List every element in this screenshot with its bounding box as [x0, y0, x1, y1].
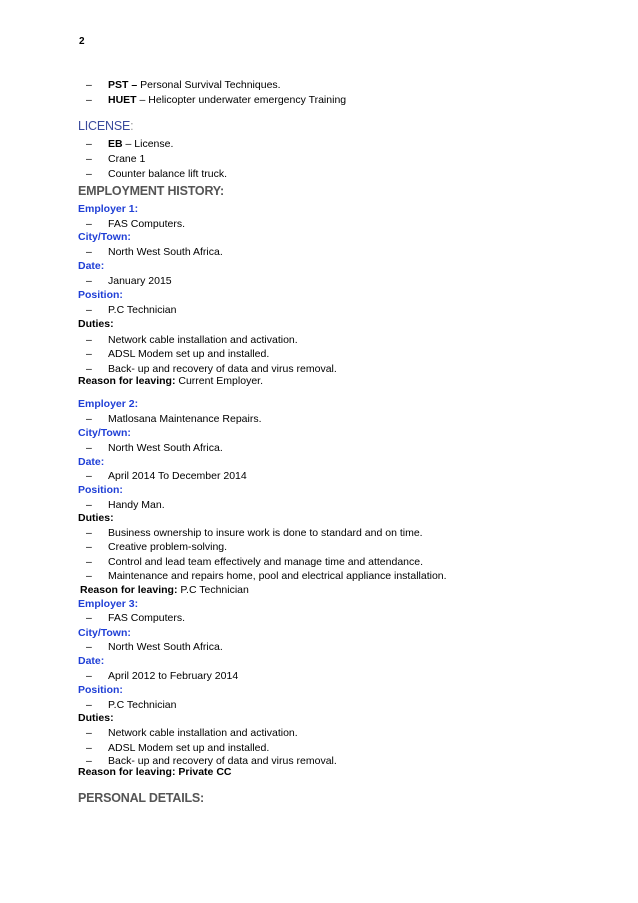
employer-date: January 2015: [108, 275, 172, 287]
duties-label: Duties:: [78, 318, 114, 330]
bullet-dash: –: [86, 153, 92, 165]
employer-city: North West South Africa.: [108, 442, 223, 454]
license-item: EB – License.: [108, 138, 174, 150]
duties-label: Duties:: [78, 712, 114, 724]
employment-heading: EMPLOYMENT HISTORY:: [78, 184, 224, 198]
duty-item: Business ownership to insure work is done to standard and on time.: [108, 527, 423, 539]
bullet-dash: –: [86, 470, 92, 482]
date-label: Date:: [78, 655, 105, 667]
city-label: City/Town:: [78, 231, 131, 243]
personal-details-heading: PERSONAL DETAILS:: [78, 791, 205, 805]
bullet-dash: –: [86, 218, 92, 230]
bullet-dash: –: [86, 641, 92, 653]
position-label: Position:: [78, 289, 123, 301]
bullet-dash: –: [86, 742, 92, 754]
page-number: 2: [79, 36, 85, 47]
duty-item: Creative problem-solving.: [108, 541, 228, 553]
bullet-dash: –: [86, 413, 92, 425]
bullet-dash: –: [86, 334, 92, 346]
duty-item: Control and lead team effectively and manage time and attendance.: [108, 556, 424, 568]
cert-item: PST – Personal Survival Techniques.: [108, 79, 281, 91]
employer-date: April 2012 to February 2014: [108, 670, 239, 682]
bullet-dash: –: [86, 527, 92, 539]
employer-name: FAS Computers.: [108, 612, 186, 624]
bullet-dash: –: [86, 138, 92, 150]
city-label: City/Town:: [78, 427, 131, 439]
duty-item: ADSL Modem set up and installed.: [108, 348, 270, 360]
duty-item: Back- up and recovery of data and virus removal.: [108, 755, 337, 767]
cert-item: HUET – Helicopter underwater emergency Training: [108, 94, 347, 106]
employer-name: Matlosana Maintenance Repairs.: [108, 413, 262, 425]
employer-position: P.C Technician: [108, 304, 177, 316]
bullet-dash: –: [86, 699, 92, 711]
bullet-dash: –: [86, 246, 92, 258]
bullet-dash: –: [86, 348, 92, 360]
bullet-dash: –: [86, 727, 92, 739]
duty-item: Network cable installation and activation.: [108, 727, 298, 739]
date-label: Date:: [78, 456, 105, 468]
bullet-dash: –: [86, 670, 92, 682]
employer-title: Employer 3:: [78, 598, 139, 610]
duties-label: Duties:: [78, 512, 114, 524]
employer-position: P.C Technician: [108, 699, 177, 711]
position-label: Position:: [78, 484, 123, 496]
reason-line: Reason for leaving: Current Employer.: [78, 375, 263, 387]
bullet-dash: –: [86, 275, 92, 287]
bullet-dash: –: [86, 755, 92, 767]
position-label: Position:: [78, 684, 123, 696]
employer-name: FAS Computers.: [108, 218, 186, 230]
bullet-dash: –: [86, 541, 92, 553]
date-label: Date:: [78, 260, 105, 272]
employer-title: Employer 2:: [78, 398, 139, 410]
bullet-dash: –: [86, 612, 92, 624]
employer-city: North West South Africa.: [108, 246, 223, 258]
bullet-dash: –: [86, 442, 92, 454]
duty-item: ADSL Modem set up and installed.: [108, 742, 270, 754]
license-item: Crane 1: [108, 153, 146, 165]
bullet-dash: –: [86, 168, 92, 180]
license-item: Counter balance lift truck.: [108, 168, 228, 180]
license-heading: LICENSE:: [78, 119, 134, 133]
bullet-dash: –: [86, 94, 92, 106]
duty-item: Network cable installation and activation.: [108, 334, 298, 346]
bullet-dash: –: [86, 304, 92, 316]
bullet-dash: –: [86, 556, 92, 568]
employer-city: North West South Africa.: [108, 641, 223, 653]
employer-title: Employer 1:: [78, 203, 139, 215]
employer-date: April 2014 To December 2014: [108, 470, 247, 482]
bullet-dash: –: [86, 570, 92, 582]
city-label: City/Town:: [78, 627, 131, 639]
duty-item: Maintenance and repairs home, pool and electrical appliance installation.: [108, 570, 447, 582]
bullet-dash: –: [86, 79, 92, 91]
reason-line: Reason for leaving: P.C Technician: [80, 584, 249, 596]
bullet-dash: –: [86, 363, 92, 375]
reason-line: Reason for leaving: Private CC: [78, 766, 232, 778]
bullet-dash: –: [86, 499, 92, 511]
duty-item: Back- up and recovery of data and virus removal.: [108, 363, 337, 375]
employer-position: Handy Man.: [108, 499, 165, 511]
